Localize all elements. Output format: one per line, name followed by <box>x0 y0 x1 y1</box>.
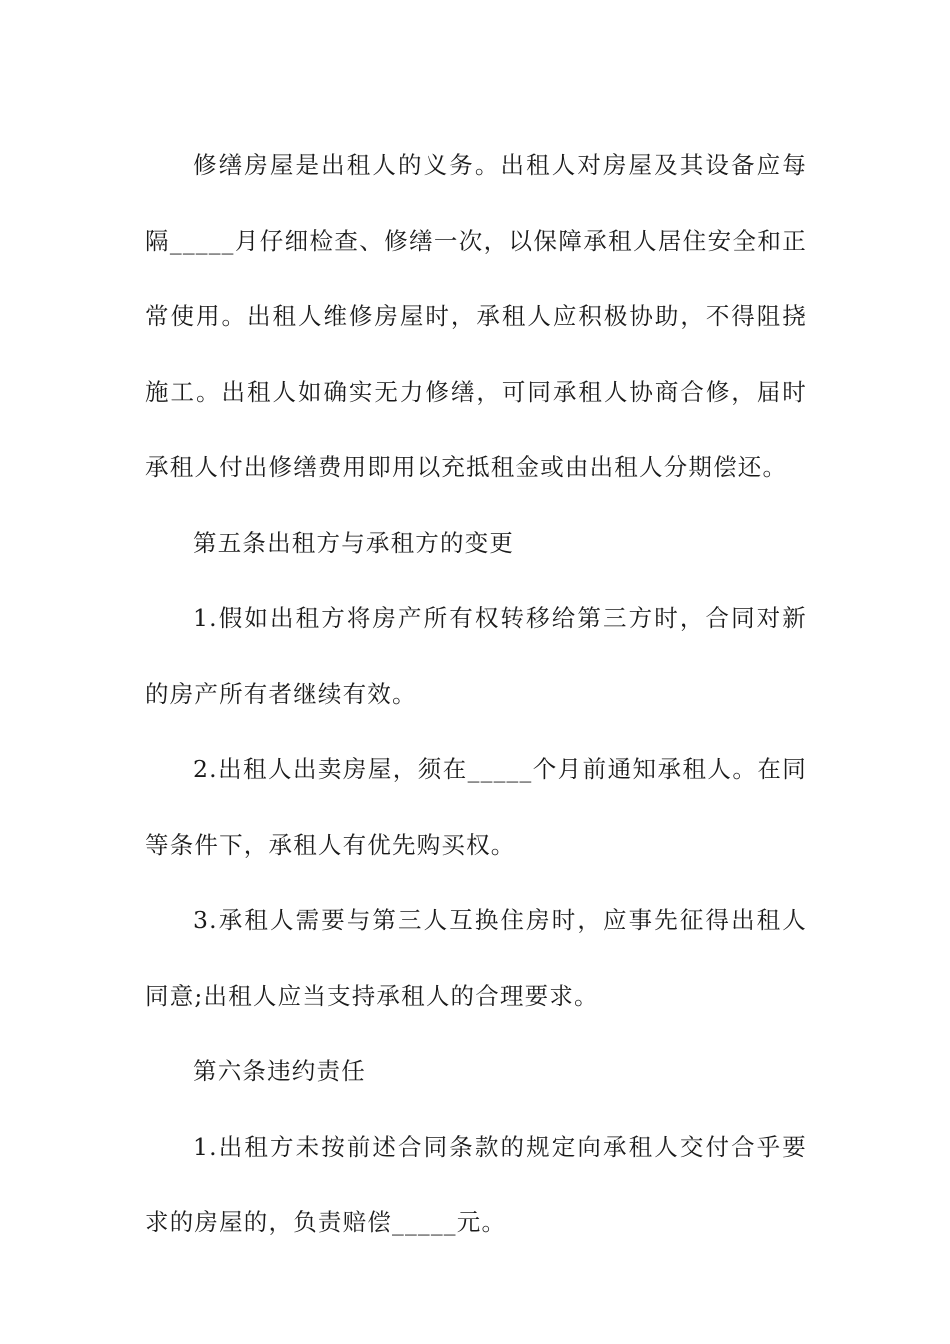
paragraph-5-2: 2.出租人出卖房屋，须在_____个月前通知承租人。在同等条件下，承租人有优先购买权。 <box>145 755 807 859</box>
paragraph-5-3: 3.承租人需要与第三人互换住房时，应事先征得出租人同意;出租人应当支持承租人的合理要求。 <box>145 906 807 1010</box>
paragraph-6-1: 1.出租方未按前述合同条款的规定向承租人交付合乎要求的房屋的，负责赔偿_____元。 <box>145 1132 807 1236</box>
paragraph-5-1: 1.假如出租方将房产所有权转移给第三方时，合同对新的房产所有者继续有效。 <box>145 604 807 708</box>
paragraph-repair-obligation: 修缮房屋是出租人的义务。出租人对房屋及其设备应每隔_____月仔细检查、修缮一次，以保障承租人居住安全和正常使用。出租人维修房屋时，承租人应积极协助，不得阻挠施工。出租人如确实无力修缮，可同承租人协商合修，届时承租人付出修缮费用即用以充抵租金或由出租人分期偿还。 <box>145 151 807 481</box>
document-page <box>145 128 807 1261</box>
article-5-heading: 第五条出租方与承租方的变更 <box>193 528 515 557</box>
article-6-heading: 第六条违约责任 <box>193 1057 366 1085</box>
